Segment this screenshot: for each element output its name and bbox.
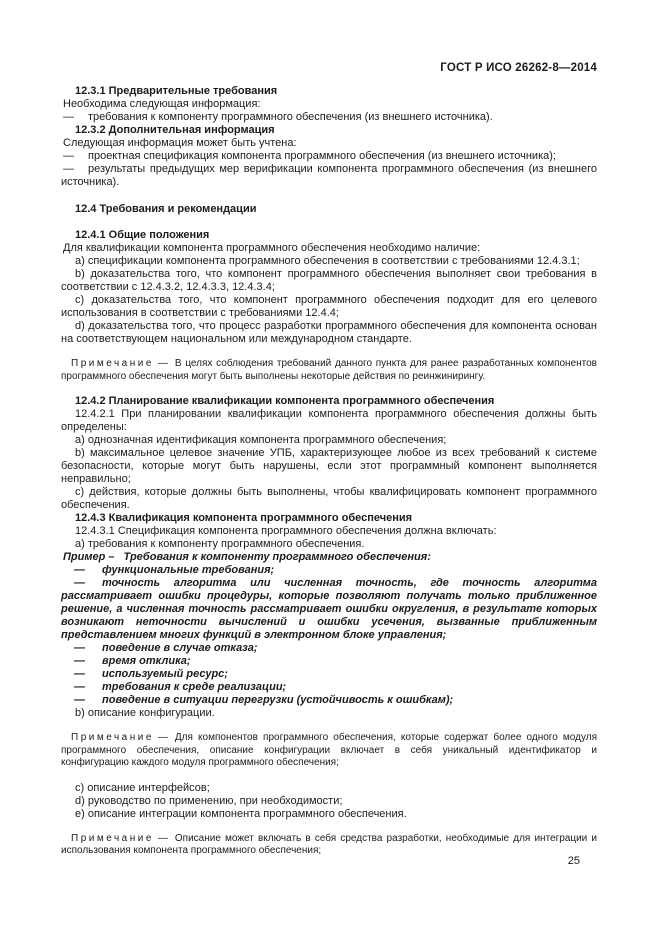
dash-marker: — bbox=[74, 694, 85, 706]
paragraph-12-4-2-1: 12.4.2.1 При планировании квалификации компонента программного обеспечения должны быть определены: bbox=[61, 408, 597, 433]
list-paragraph-a: a) требования к компоненту программного обеспечения. bbox=[75, 538, 365, 550]
note-dash: — bbox=[157, 732, 168, 743]
dash-list-item bbox=[61, 163, 597, 189]
section-heading-12-4-1: 12.4.1 Общие положения bbox=[75, 229, 210, 241]
example-list-item bbox=[61, 577, 597, 642]
dash-marker: — bbox=[63, 163, 74, 175]
example-item-text: используемый ресурс; bbox=[102, 668, 228, 680]
page-number: 25 bbox=[567, 855, 580, 867]
example-item-text: точность алгоритма или численная точность, где точность алгоритма рассматривает ошибки процедуры, которые позволяют получать только приближенное решение, а численная точность рассматривает ошибки округления, в результате которых возникают неточности вычислений и ошибки усечения, вызванные приближенным представлением многих функций в электронном блоке управления; bbox=[61, 577, 597, 641]
list-item-text: результаты предыдущих мер верификации компонента программного обеспечения (из внешнего источника). bbox=[61, 163, 597, 188]
dash-marker: — bbox=[74, 577, 85, 589]
example-item-text: поведение в случае отказа; bbox=[102, 642, 258, 654]
dash-marker: — bbox=[74, 564, 85, 576]
list-paragraph-a: a) однозначная идентификация компонента программного обеспечения; bbox=[75, 434, 447, 446]
section-heading-12-4-2: 12.4.2 Планирование квалификации компонента программного обеспечения bbox=[75, 395, 495, 407]
example-list-item bbox=[61, 681, 597, 694]
list-paragraph-e: e) описание интеграции компонента программного обеспечения. bbox=[75, 807, 407, 820]
example-title bbox=[61, 551, 597, 564]
dash-marker: — bbox=[74, 681, 85, 693]
dash-list-item bbox=[61, 150, 597, 163]
dash-marker: — bbox=[74, 668, 85, 680]
list-paragraph-b: b) доказательства того, что компонент программного обеспечения выполняет свои требования в соответствии с 12.4.3.2, 12.4.3.3, 12.4.3.4; bbox=[61, 268, 597, 293]
list-paragraph-d: d) доказательства того, что процесс разработки программного обеспечения для компонента основан на соответствующем национальном или международном стандарте. bbox=[61, 320, 597, 345]
note-block bbox=[61, 358, 597, 383]
example-item-text: время отклика; bbox=[102, 655, 191, 667]
note-label: Примечание bbox=[71, 358, 154, 369]
section-heading-12-3-2: 12.3.2 Дополнительная информация bbox=[75, 124, 275, 136]
note-block bbox=[61, 833, 597, 858]
section-heading-12-3-1: 12.3.1 Предварительные требования bbox=[75, 85, 278, 97]
list-paragraph-c: c) описание интерфейсов; bbox=[75, 781, 210, 794]
note-block bbox=[61, 732, 597, 770]
note-dash: — bbox=[157, 832, 168, 844]
note-dash: — bbox=[157, 358, 168, 369]
list-paragraph-c: c) действия, которые должны быть выполнены, чтобы квалифицировать компонент программного обеспечения. bbox=[61, 486, 597, 511]
example-list-item bbox=[61, 694, 597, 707]
section-heading-12-4-3: 12.4.3 Квалификация компонента программного обеспечения bbox=[75, 512, 413, 524]
dash-marker: — bbox=[74, 642, 85, 654]
note-label: Примечание bbox=[71, 732, 154, 743]
list-item-text: проектная спецификация компонента программного обеспечения (из внешнего источника); bbox=[88, 150, 556, 162]
list-paragraph-b: b) описание конфигурации. bbox=[75, 707, 215, 719]
paragraph-intro-12-3-1: Необходима следующая информация: bbox=[63, 98, 261, 110]
list-paragraph-b: b) максимальное целевое значение УПБ, характеризующее любое из всех требований к системе безопасности, которые могут быть нарушены, если этот программный компонент выполняется неправильно; bbox=[61, 447, 597, 485]
dash-marker: — bbox=[63, 150, 74, 162]
example-list-item bbox=[61, 564, 597, 577]
dash-marker: — bbox=[63, 111, 74, 123]
paragraph-intro-12-4-1: Для квалификации компонента программного обеспечения необходимо наличие: bbox=[63, 242, 481, 254]
example-list-item bbox=[61, 642, 597, 655]
note-text: Описание может включать в себя средства разработки, необходимые для интеграции и использования компонента программного обеспечения; bbox=[61, 832, 597, 856]
example-title-text: Требования к компоненту программного обеспечения: bbox=[123, 551, 431, 563]
example-item-text: требования к среде реализации; bbox=[102, 681, 287, 693]
example-list-item bbox=[61, 655, 597, 668]
note-text: В целях соблюдения требований данного пункта для ранее разработанных компонентов программного обеспечения могут быть выполнены некоторые действия по реинжинирингу. bbox=[61, 358, 597, 382]
running-header: ГОСТ Р ИСО 26262-8—2014 bbox=[440, 62, 597, 74]
example-list-item bbox=[61, 668, 597, 681]
dash-list-item bbox=[61, 111, 597, 124]
note-label: Примечание bbox=[71, 832, 154, 844]
example-item-text: функциональные требования; bbox=[102, 564, 275, 576]
document-body bbox=[61, 85, 597, 870]
list-item-text: требования к компоненту программного обеспечения (из внешнего источника). bbox=[88, 111, 493, 123]
note-text: Для компонентов программного обеспечения, которые содержат более одного модуля программного обеспечения, описание конфигурации включает в себя уникальный идентификатор и конфигурацию каждого модуля программного обеспечения; bbox=[61, 732, 597, 768]
dash-marker: — bbox=[74, 655, 85, 667]
list-paragraph-d: d) руководство по применению, при необходимости; bbox=[75, 794, 343, 807]
paragraph-12-4-3-1: 12.4.3.1 Спецификация компонента программного обеспечения должна включать: bbox=[75, 525, 497, 537]
example-item-text: поведение в ситуации перегрузки (устойчивость к ошибкам); bbox=[102, 694, 454, 706]
example-label: Пример – bbox=[63, 551, 115, 563]
section-heading-12-4: 12.4 Требования и рекомендации bbox=[75, 203, 257, 215]
list-paragraph-a: a) спецификации компонента программного обеспечения в соответствии с требованиями 12.4.3.1; bbox=[75, 255, 580, 267]
paragraph-intro-12-3-2: Следующая информация может быть учтена: bbox=[63, 137, 297, 149]
list-paragraph-c: c) доказательства того, что компонент программного обеспечения подходит для его целевого использования в соответствии с требованиями 12.4.4; bbox=[61, 294, 597, 319]
